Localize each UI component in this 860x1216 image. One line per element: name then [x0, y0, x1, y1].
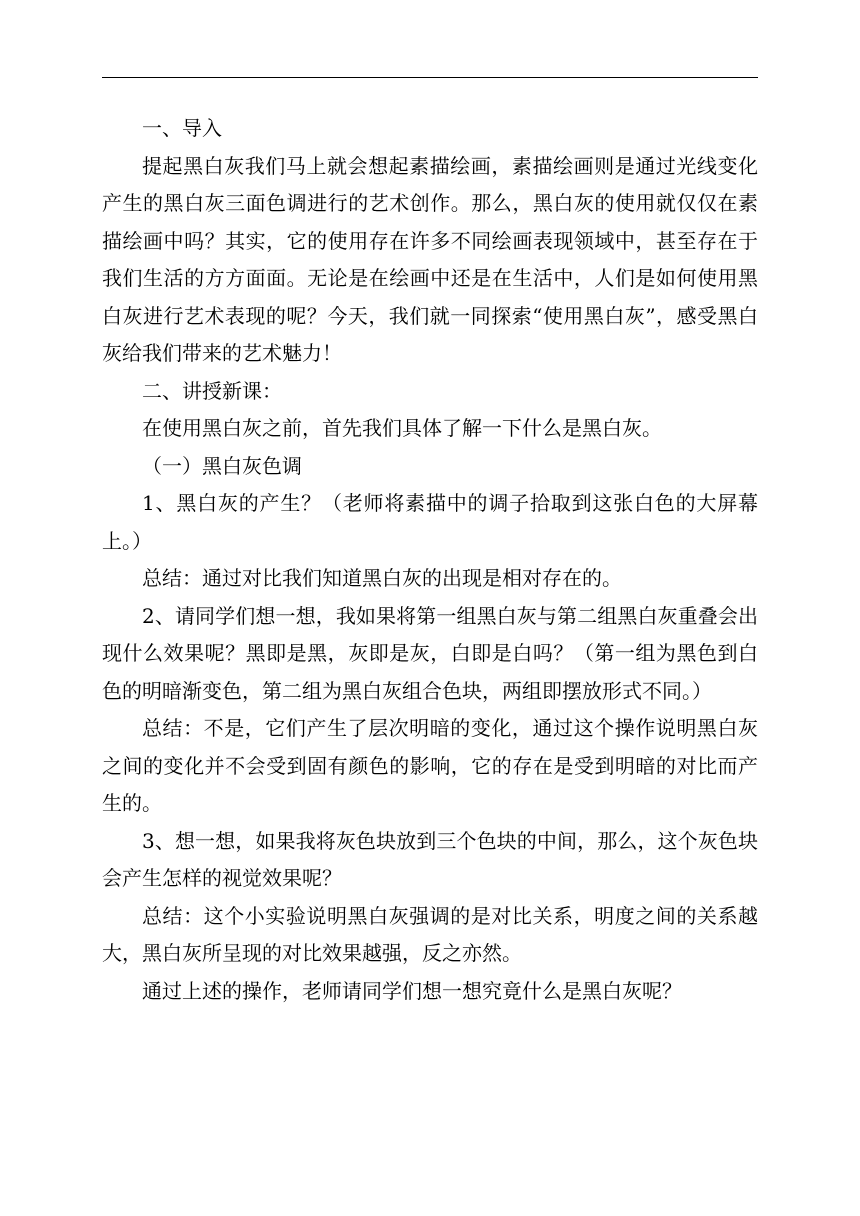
summary-paragraph-1: 总结：通过对比我们知道黑白灰的出现是相对存在的。: [142, 566, 622, 590]
document-body: [102, 110, 758, 1010]
intro-paragraph: 提起黑白灰我们马上就会想起素描绘画，素描绘画则是通过光线变化产生的黑白灰三面色调进行的艺术创作。那么，黑白灰的使用就仅仅在素描绘画中吗？其实，它的使用存在许多不同绘画表现领域中，甚至存在于我们生活的方方面面。无论是在绘画中还是在生活中，人们是如何使用黑白灰进行艺术表现的呢？今天，我们就一同探索“使用黑白灰”，感受黑白灰给我们带来的艺术魅力！: [102, 153, 758, 365]
summary-paragraph-3: 总结：这个小实验说明黑白灰强调的是对比关系，明度之间的关系越大，黑白灰所呈现的对比效果越强，反之亦然。: [102, 903, 758, 965]
question-paragraph-3: 3、想一想，如果我将灰色块放到三个色块的中间，那么，这个灰色块会产生怎样的视觉效果呢？: [102, 828, 758, 890]
question-paragraph-1: 1、黑白灰的产生？（老师将素描中的调子拾取到这张白色的大屏幕上。）: [102, 491, 758, 553]
question-paragraph-2: 2、请同学们想一想，我如果将第一组黑白灰与第二组黑白灰重叠会出现什么效果呢？黑即是黑，灰即是灰，白即是白吗？（第一组为黑色到白色的明暗渐变色，第二组为黑白灰组合色块，两组即摆放形式不同。）: [102, 603, 758, 703]
closing-question-paragraph: 通过上述的操作，老师请同学们想一想究竟什么是黑白灰呢？: [142, 978, 682, 1003]
lesson-lead-paragraph: 在使用黑白灰之前，首先我们具体了解一下什么是黑白灰。: [142, 416, 662, 440]
summary-paragraph-2: 总结：不是，它们产生了层次明暗的变化，通过这个操作说明黑白灰之间的变化并不会受到固有颜色的影响，它的存在是受到明暗的对比而产生的。: [102, 716, 758, 815]
subsection-heading-tones: （一）黑白灰色调: [142, 453, 302, 478]
header-rule: [102, 77, 758, 78]
section-heading-new-lesson: 二、讲授新课：: [142, 378, 282, 403]
section-heading-intro: 一、导入: [142, 116, 222, 140]
